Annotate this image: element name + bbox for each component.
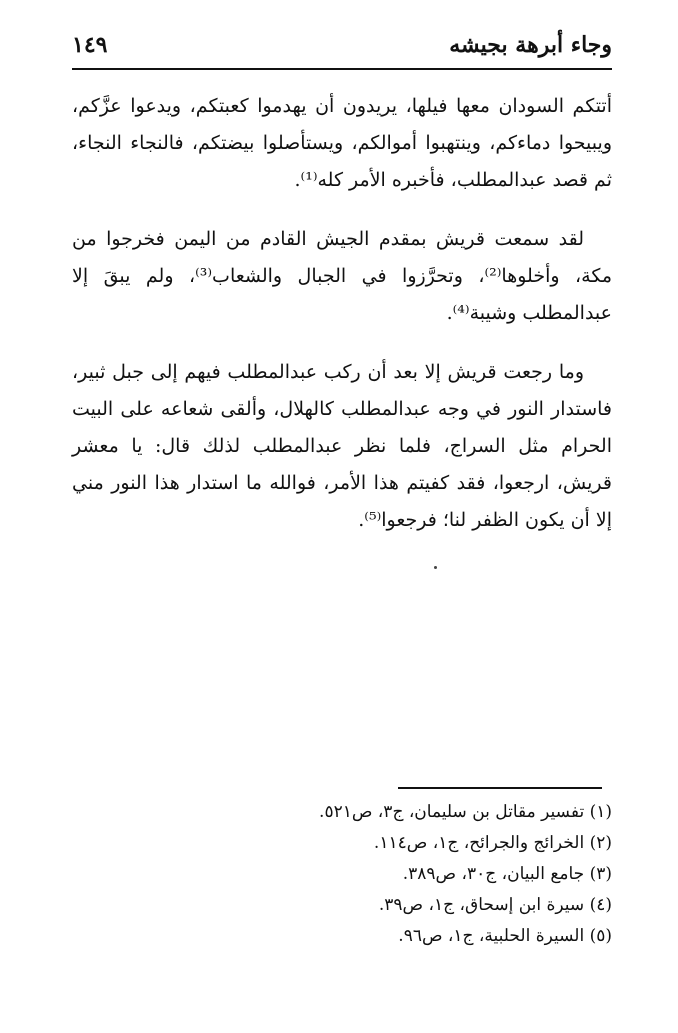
footnote-3: (٣) جامع البيان، ج٣٠، ص٣٨٩. [402,864,612,884]
main-text [72,88,612,561]
paragraph-2: لقد سمعت قريش بمقدم الجيش القادم من اليمن فخرجوا من مكة، وأخلوها⁽²⁾، وتحرَّزوا في الجبال والشعاب⁽³⁾، ولم يبقَ إلا عبدالمطلب وشيبة⁽⁴⁾. [72,228,612,324]
footnote-4: (٤) سيرة ابن إسحاق، ج١، ص٣٩. [378,895,612,915]
footnote-rule [398,787,602,789]
paragraph-3: وما رجعت قريش إلا بعد أن ركب عبدالمطلب فيهم إلى جبل ثبير، فاستدار النور في وجه عبدالمطلب كالهلال، وألقى شعاعه على البيت الحرام مثل السراج، فلما نظر عبدالمطلب لذلك قال: يا معشر قريش، ارجعوا، فقد كفيتم هذا الأمر، فوالله ما استدار هذا النور مني إلا أن يكون الظفر لنا؛ فرجعوا⁽⁵⁾. [72,361,612,531]
page-header [72,28,612,68]
stray-dot [434,566,437,569]
running-title: وجاء أبرهة بجيشه [449,32,612,58]
footnote-5: (٥) السيرة الحلبية، ج١، ص٩٦. [398,926,612,946]
footnotes [160,797,612,952]
page-number: ١٤٩ [72,32,108,58]
footnote-2: (٢) الخرائج والجرائح، ج١، ص١١٤. [373,833,612,853]
header-rule [72,68,612,70]
paragraph-1: أتتكم السودان معها فيلها، يريدون أن يهدموا كعبتكم، ويدعوا عزَّكم، ويبيحوا دماءكم، وينتهبوا أموالكم، ويستأصلوا بيضتكم، فالنجاء النجاء، ثم قصد عبدالمطلب، فأخبره الأمر كله⁽¹⁾. [72,95,612,191]
footnote-1: (١) تفسير مقاتل بن سليمان، ج٣، ص٥٢١. [319,802,612,822]
